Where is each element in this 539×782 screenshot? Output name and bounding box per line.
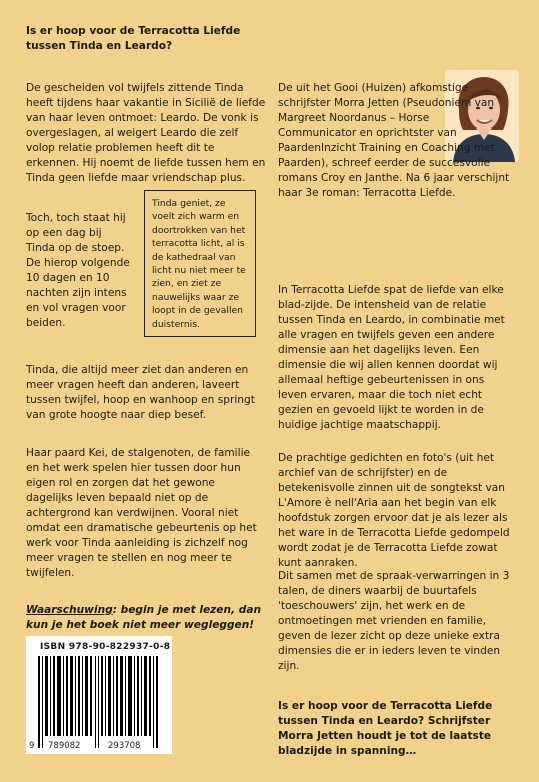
right-paragraph-2: In Terracotta Liefde spat de liefde van elke blad-zijde. De intensheid van de relatie tussen Tinda en Leardo, in combinatie met alle vragen en twijfels geven een andere dimensie aan het dagelijks leven. Een dimensie die wij allen kennen doordat wij allemaal heftige gebeurtenissen in ons leven ervaren, maar die toch niet echt gezien en gevoeld lijkt te worden in de huidige jachtige maatschappij. <box>278 283 505 431</box>
right-paragraph-4: Dit samen met de spraak-verwarringen in 3 talen, de diners waarbij de buurtafels 'toeschouwers' zijn, het werk en de ontmoetingen met vrienden en familie, geven de lezer zicht op deze unieke extra dimensies die er in ieders leven te vinden zijn. <box>278 569 510 672</box>
warning-label: Waarschuwing <box>26 603 113 616</box>
heading-question: Is er hoop voor de Terracotta Liefde tussen Tinda en Leardo? <box>26 25 241 52</box>
warning-text <box>26 603 262 633</box>
left-paragraph-1: De gescheiden vol twijfels zittende Tinda heeft tijdens haar vakantie in Sicilië de liefde van haar leven ontmoet: Leardo. De vonk is overgeslagen, al weigert Leardo die zelf volop relatie problemen heeft dit te erkennen. Hij noemt de liefde tussen hem en Tinda geen liefde maar vriendschap plus. <box>26 81 266 184</box>
isbn-barcode <box>26 636 172 754</box>
warning-body: : begin je met lezen, dan kun je het boek niet meer wegleggen! <box>26 603 262 631</box>
isbn-number: ISBN 978-90-822937-0-8 <box>40 642 171 652</box>
left-paragraph-3: Tinda, die altijd meer ziet dan anderen en meer vragen heeft dan anderen, laveert tussen twijfel, hoop en wanhoop en springt van grote hoogte naar diep besef. <box>26 363 255 421</box>
left-paragraph-4: Haar paard Kei, de stalgenoten, de familie en het werk spelen hier tussen door hun eigen rol en zorgen dat het gewone dagelijks leven bepaald niet op de achtergrond kan verdwijnen. Vooral niet omdat een dramatische gebeurtenis op het werk voor Tinda aanleiding is zichzelf nog meer vragen te stellen en nog meer te twijfelen. <box>26 446 257 579</box>
quote-box: Tinda geniet, ze voelt zich warm en doortrokken van het terracotta licht, al is de kathedraal van licht nu niet meer te zien, en ziet ze nauwelijks waar ze loopt in de gevallen duisternis. <box>144 190 256 337</box>
barcode-digit-first: 9 <box>29 741 35 751</box>
barcode-bars <box>26 636 172 754</box>
right-paragraph-1: De uit het Gooi (Huizen) afkomstige schrijfster Morra Jetten (Pseudoniem van Margreet Noordanus – Horse Communicator en oprichtster van PaardenInzicht Training en Coaching met Paarden), schreef eerder de succesvolle romans Croy en Janthe. Na 6 jaar verschijnt haar 3e roman: Terracotta Liefde. <box>278 81 510 199</box>
right-paragraph-closing: Is er hoop voor de Terracotta Liefde tussen Tinda en Leardo? Schrijfster Morra Jetten houdt je tot de laatste bladzijde in spanning… <box>278 699 493 757</box>
left-paragraph-2: Toch, toch staat hij op een dag bij Tinda op de stoep. De hierop volgende 10 dagen en 10 nachten zijn intens en vol vragen voor beiden. <box>26 211 130 329</box>
barcode-digits-right: 293708 <box>108 741 141 751</box>
right-paragraph-3: De prachtige gedichten en foto's (uit het archief van de schrijfster) en de betekenisvolle zinnen uit de songtekst van L'Amore è nell'Aria aan het begin van elk hoofdstuk zorgen ervoor dat je als lezer als het ware in de Terracotta Liefde gedompeld wordt zodat je de Terracotta Liefde zowat kunt aanraken. <box>278 451 510 569</box>
barcode-digits-left: 789082 <box>48 741 81 751</box>
